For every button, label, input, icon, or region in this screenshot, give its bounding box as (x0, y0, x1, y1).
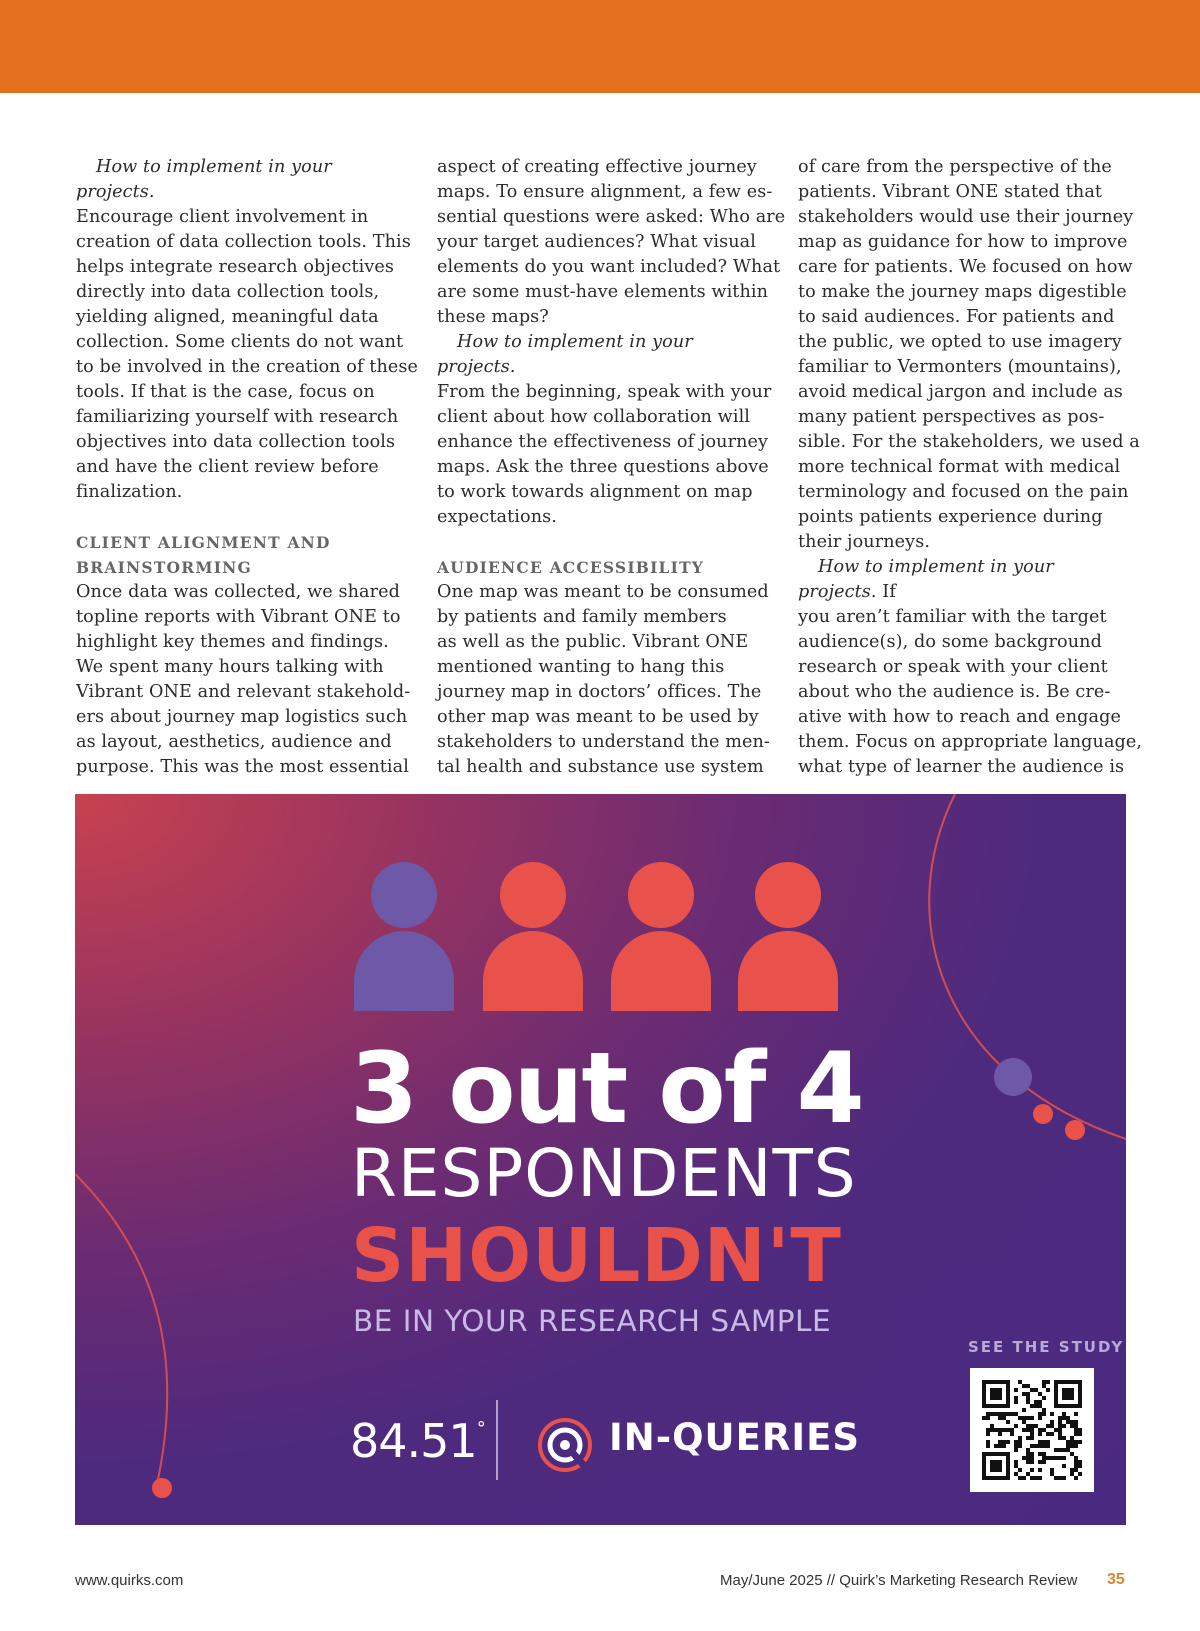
text-line: maps. Ask the three questions above (437, 457, 769, 477)
text-line: by patients and family members (437, 607, 727, 627)
text-line: We spent many hours talking with (76, 657, 384, 677)
text-line: highlight key themes and findings. (76, 632, 389, 652)
text-line: directly into data collection tools, (76, 282, 380, 302)
text-line: terminology and focused on the pain (798, 482, 1129, 502)
text-line: familiar to Vermonters (mountains), (798, 357, 1122, 377)
implement-lead: How to implement in your projects. (76, 157, 332, 202)
text-line: tools. If that is the case, focus on (76, 382, 375, 402)
text-line: ative with how to reach and engage (798, 707, 1121, 727)
person-icon-red (611, 862, 711, 1011)
text-line: more technical format with medical (798, 457, 1121, 477)
text-line: many patient perspectives as pos- (798, 407, 1105, 427)
text-line: stakeholders to understand the men- (437, 732, 770, 752)
text-line: you aren’t familiar with the target (798, 607, 1107, 627)
text-line: are some must-have elements within (437, 282, 769, 302)
header-color-bar (0, 0, 1200, 93)
advertisement-banner[interactable] (75, 794, 1126, 1525)
footer-issue: May/June 2025 // Quirk’s Marketing Research Review (720, 1572, 1078, 1589)
paragraph (437, 155, 786, 330)
text-line: to be involved in the creation of these (76, 357, 419, 377)
text-line: these maps? (437, 307, 549, 327)
paragraph (76, 155, 406, 205)
person-icon-red (483, 862, 583, 1011)
see-study-label: SEE THE STUDY (968, 1338, 1125, 1356)
ad-headline-stat: 3 out of 4 (350, 1032, 863, 1146)
text-line: map as guidance for how to improve (798, 232, 1128, 252)
text-line: research or speak with your client (798, 657, 1108, 677)
text-line: care for patients. We focused on how (798, 257, 1133, 277)
decorative-dot (152, 1478, 172, 1498)
text-line: sential questions were asked: Who are (437, 207, 786, 227)
text-line: of care from the perspective of the (798, 157, 1112, 177)
person-icon-red (738, 862, 838, 1011)
article-column-1 (76, 155, 419, 780)
text-line: points patients experience during (798, 507, 1103, 527)
text-line: stakeholders would use their journey (798, 207, 1134, 227)
text-line: elements do you want included? What (437, 257, 781, 277)
text-line: about who the audience is. Be cre- (798, 682, 1111, 702)
ad-headline-shouldnt: SHOULDN'T (351, 1213, 842, 1299)
text-line: as well as the public. Vibrant ONE (437, 632, 749, 652)
text-line: the public, we opted to use imagery (798, 332, 1122, 352)
footer-website[interactable]: www.quirks.com (75, 1572, 184, 1589)
paragraph (798, 605, 1143, 780)
text-line: Once data was collected, we shared (76, 582, 400, 602)
paragraph (437, 330, 767, 380)
text-line: From the beginning, speak with your (437, 382, 772, 402)
text-line: what type of learner the audience is (798, 757, 1125, 777)
qr-code-icon (982, 1380, 1082, 1480)
text-line: mentioned wanting to hang this (437, 657, 725, 677)
text-line: Vibrant ONE and relevant stakehold- (76, 682, 411, 702)
text-line: client about how collaboration will (437, 407, 751, 427)
text-line: aspect of creating effective journey (437, 157, 757, 177)
text-line: familiarizing yourself with research (76, 407, 399, 427)
paragraph (76, 205, 419, 505)
section-heading: AUDIENCE ACCESSIBILITY (437, 558, 705, 577)
text-line: as layout, aesthetics, audience and (76, 732, 392, 752)
text-line: ers about journey map logistics such (76, 707, 408, 727)
paragraph: How to implement in your projects. If (798, 557, 1054, 602)
implement-lead: How to implement in your projects. (798, 557, 1054, 602)
text-line: collection. Some clients do not want (76, 332, 404, 352)
page-number: 35 (1107, 1571, 1125, 1588)
inqueries-logo-icon (535, 1415, 595, 1475)
logo-8451: 84.51° (350, 1414, 485, 1468)
text-line: them. Focus on appropriate language, (798, 732, 1143, 752)
ad-headline-respondents: RESPONDENTS (351, 1135, 857, 1212)
text-line: journey map in doctors’ offices. The (437, 682, 762, 702)
text-line: Encourage client involvement in (76, 207, 369, 227)
text-line: your target audiences? What visual (437, 232, 756, 252)
paragraph (798, 155, 1140, 555)
paragraph (76, 580, 411, 780)
logo-inqueries: IN-QUERIES (609, 1416, 861, 1459)
text-line: expectations. (437, 507, 557, 527)
text-line: their journeys. (798, 532, 931, 552)
qr-code[interactable] (970, 1368, 1094, 1492)
text-line: to said audiences. For patients and (798, 307, 1115, 327)
logo-divider (496, 1400, 498, 1480)
section-heading: CLIENT ALIGNMENT AND BRAINSTORMING (76, 533, 331, 577)
paragraph (437, 380, 772, 530)
text-line: patients. Vibrant ONE stated that (798, 182, 1103, 202)
text-line: avoid medical jargon and include as (798, 382, 1123, 402)
person-icon-purple (354, 862, 454, 1011)
article-column-3 (798, 155, 1143, 780)
text-line: finalization. (76, 482, 183, 502)
paragraph (437, 580, 770, 780)
article-column-2 (437, 155, 786, 780)
text-line: One map was meant to be consumed (437, 582, 769, 602)
text-line: maps. To ensure alignment, a few es- (437, 182, 773, 202)
text-line: to make the journey maps digestible (798, 282, 1127, 302)
implement-lead: How to implement in your projects. (437, 332, 693, 377)
text-line: other map was meant to be used by (437, 707, 759, 727)
text-line: and have the client review before (76, 457, 379, 477)
ad-subheadline: BE IN YOUR RESEARCH SAMPLE (353, 1304, 832, 1338)
text-line: creation of data collection tools. This (76, 232, 411, 252)
text-line: audience(s), do some background (798, 632, 1102, 652)
text-line: tal health and substance use system (437, 757, 764, 777)
text-line: sible. For the stakeholders, we used a (798, 432, 1140, 452)
text-line: objectives into data collection tools (76, 432, 396, 452)
text-line: topline reports with Vibrant ONE to (76, 607, 401, 627)
text-line: purpose. This was the most essential (76, 757, 409, 777)
text-line: to work towards alignment on map (437, 482, 753, 502)
text-line: helps integrate research objectives (76, 257, 395, 277)
text-line: enhance the effectiveness of journey (437, 432, 769, 452)
text-line: yielding aligned, meaningful data (76, 307, 379, 327)
